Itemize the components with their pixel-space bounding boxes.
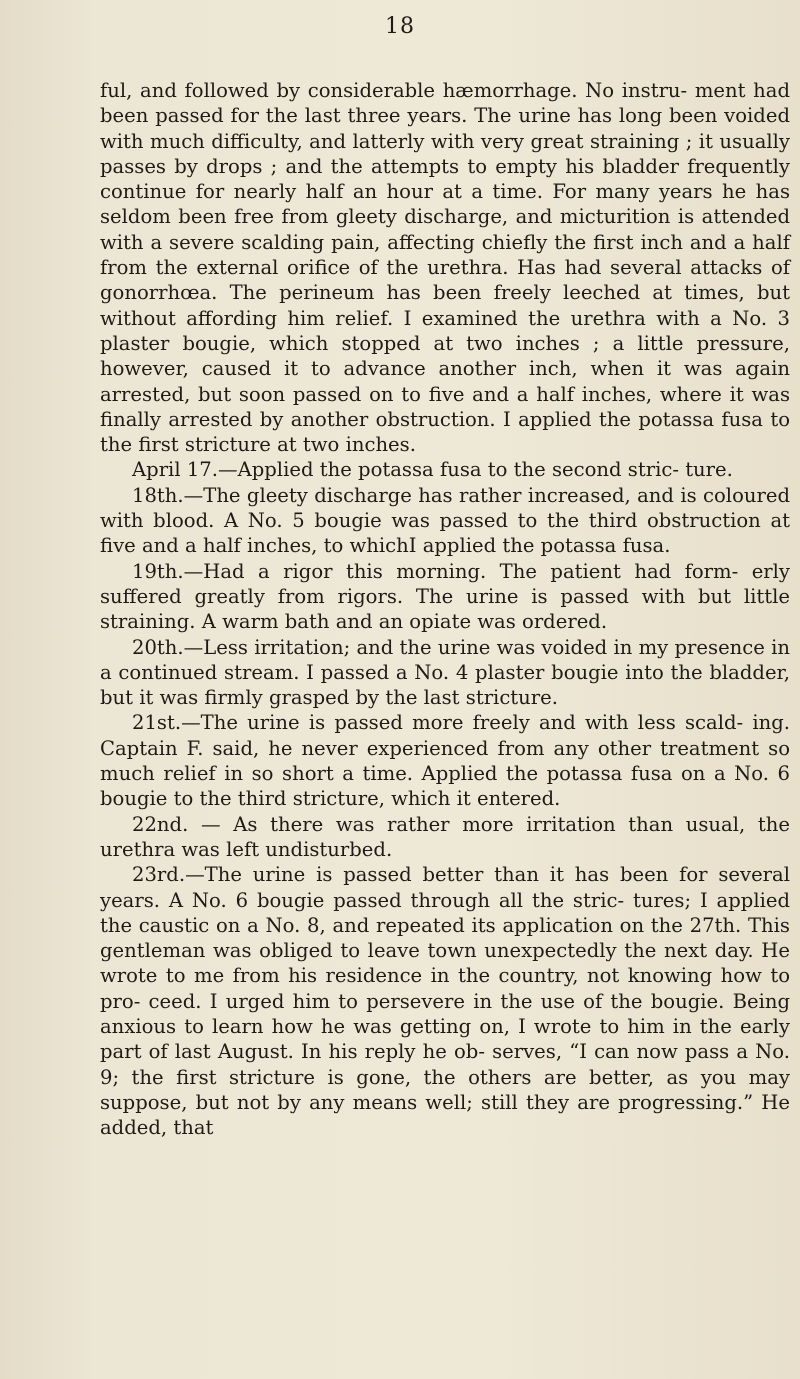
page-body-text [100, 78, 790, 1140]
paragraph-april-17: April 17.—Applied the potassa fusa to the second stric- ture. [132, 458, 733, 482]
paragraph-22nd: 22nd. — As there was rather more irritation than usual, the urethra was left undisturbed. [100, 812, 790, 861]
page-number: 18 [385, 14, 415, 39]
paragraph-23rd: 23rd.—The urine is passed better than it has been for several years. A No. 6 bougie passed through all the stric- tures; I applied the caustic on a No. 8, and repeated its application on the 27th. This gentleman was obliged to leave town unexpectedly the next day. He wrote to me from his residence in the country, not knowing how to pro- ceed. I urged him to persevere in the use of the bougie. Being anxious to learn how he was getting on, I wrote to him in the early part of last August. In his reply he ob- serves, “I can now pass a No. 9; the first stricture is gone, the others are better, as you may suppose, but not by any means well; still they are progressing.” He added, that [100, 863, 790, 1140]
paragraph-21st: 21st.—The urine is passed more freely and with less scald- ing. Captain F. said, he never experienced from any other treatment so much relief in so short a time. Applied the potassa fusa on a No. 6 bougie to the third stricture, which it entered. [100, 711, 790, 811]
paragraph-20th: 20th.—Less irritation; and the urine was voided in my presence in a continued stream. I passed a No. 4 plaster bougie into the bladder, but it was firmly grasped by the last stricture. [100, 635, 790, 710]
paragraph-case-history: ful, and followed by considerable hæmorrhage. No instru- ment had been passed for the last three years. The urine has long been voided with much difficulty, and latterly with very great straining ; it usually passes by drops ; and the attempts to empty his bladder frequently continue for nearly half an hour at a time. For many years he has seldom been free from gleety discharge, and micturition is attended with a severe scalding pain, affecting chiefly the first inch and a half from the external orifice of the urethra. Has had several attacks of gonorrhœa. The perineum has been freely leeched at times, but without affording him relief. I examined the urethra with a No. 3 plaster bougie, which stopped at two inches ; a little pressure, however, caused it to advance another inch, when it was again arrested, but soon passed on to five and a half inches, where it was finally arrested by another obstruction. I applied the potassa fusa to the first stricture at two inches. [100, 79, 790, 457]
paragraph-19th: 19th.—Had a rigor this morning. The patient had form- erly suffered greatly from rigors. The urine is passed with but little straining. A warm bath and an opiate was ordered. [100, 559, 790, 634]
paragraph-18th: 18th.—The gleety discharge has rather increased, and is coloured with blood. A No. 5 bougie was passed to the third obstruction at five and a half inches, to whichI applied the potassa fusa. [100, 483, 790, 558]
